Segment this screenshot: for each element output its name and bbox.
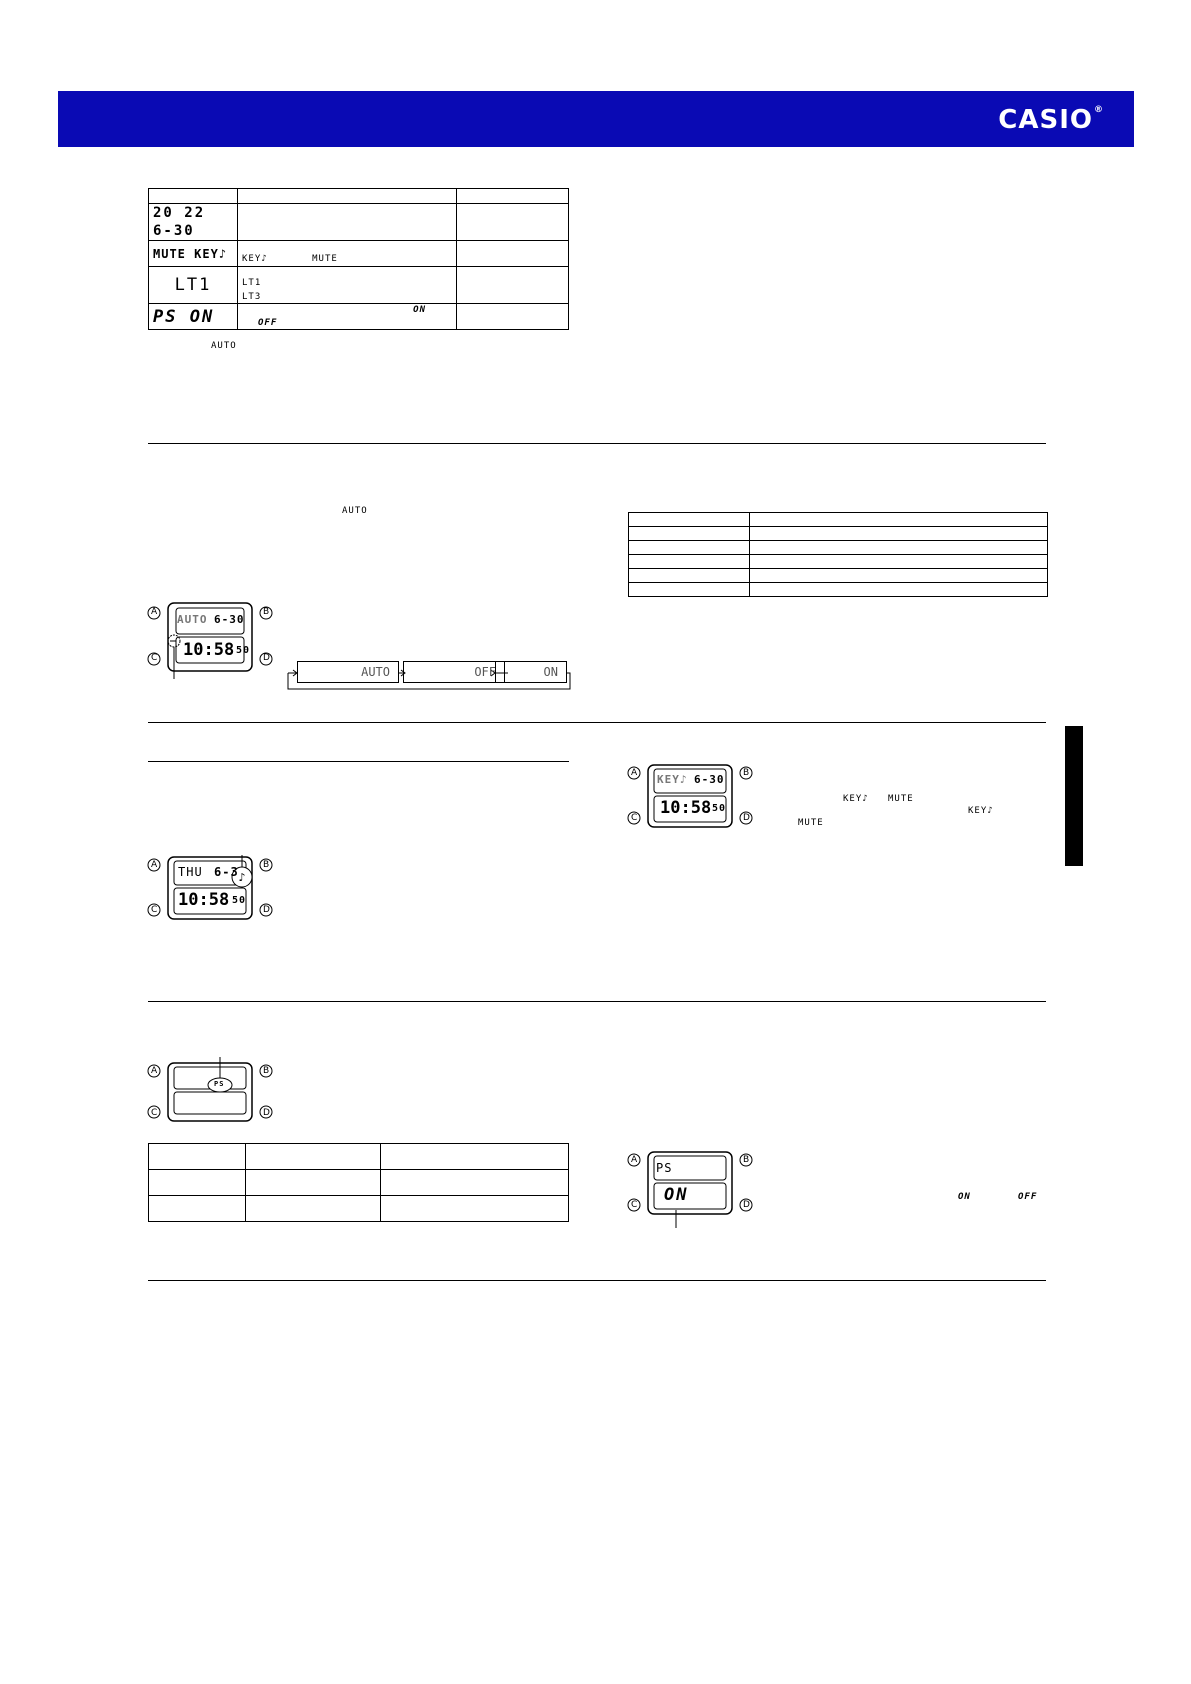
key-tone-inline: KEY♪ (968, 806, 994, 816)
flow-step-auto: AUTO (297, 661, 399, 683)
header-bar (58, 91, 1134, 147)
button-d-label: D (743, 813, 750, 823)
watch-display-top-left: AUTO (177, 613, 208, 626)
button-c-label: C (631, 813, 638, 823)
lcd-mute-key-display: MUTE KEY♪ (153, 246, 228, 261)
key-tone-inline: KEY♪ (843, 794, 869, 804)
button-a-label: A (151, 1066, 158, 1076)
button-d-label: D (743, 1200, 750, 1210)
watch-display-key-tone: KEY♪ (657, 773, 688, 786)
watch-display-top-right: 6-30 (214, 613, 245, 626)
watch-illustration-power-saving (146, 1055, 274, 1125)
watch-display-seconds: 50 (236, 645, 251, 656)
watch-display-ps: PS (656, 1161, 673, 1175)
lcd-light-display: LT1 (174, 275, 212, 295)
mute-inline: MUTE (888, 794, 914, 804)
mute-label: MUTE (312, 254, 338, 264)
button-a-label: A (631, 1155, 638, 1165)
watch-display-seconds: 50 (712, 803, 727, 814)
ps-badge: PS (214, 1080, 225, 1088)
subsection-divider (148, 761, 569, 762)
button-c-label: C (151, 653, 158, 663)
section-divider (148, 1001, 1046, 1002)
button-b-label: B (263, 860, 270, 870)
button-c-label: C (151, 905, 158, 915)
off-label: OFF (258, 318, 278, 328)
section-divider (148, 1280, 1046, 1281)
key-tone-label: KEY♪ (242, 254, 268, 264)
reference-table (628, 512, 1048, 597)
auto-indicator-inline: AUTO (342, 506, 368, 516)
section-divider (148, 722, 1046, 723)
lcd-power-saving-display: PS ON (153, 306, 215, 327)
settings-table (148, 188, 569, 330)
button-b-label: B (743, 1155, 750, 1165)
auto-indicator-note: AUTO (211, 341, 237, 351)
button-d-label: D (263, 905, 270, 915)
side-tab-marker (1065, 726, 1083, 866)
svg-text:♪: ♪ (238, 871, 246, 884)
flow-step-off: OFF (403, 661, 505, 683)
watch-display-date: 6-3 (214, 865, 239, 879)
button-a-label: A (631, 768, 638, 778)
watch-illustration-ps-setting (626, 1150, 754, 1230)
lt3-label: LT3 (242, 292, 262, 302)
button-b-label: B (743, 768, 750, 778)
button-b-label: B (263, 1066, 270, 1076)
on-inline: ON (958, 1192, 971, 1202)
table-row (149, 304, 569, 330)
on-label: ON (413, 305, 426, 315)
section-divider (148, 443, 1046, 444)
casio-logo: CASIO® (998, 105, 1104, 135)
flow-step-on: ON (495, 661, 567, 683)
button-c-label: C (151, 1108, 158, 1118)
lcd-date-display: 20 22 6-30 (153, 205, 206, 239)
off-inline: OFF (1018, 1192, 1038, 1202)
watch-display-day: THU (178, 865, 203, 879)
button-d-label: D (263, 653, 270, 663)
watch-display-date: 6-30 (694, 773, 725, 786)
button-b-label: B (263, 607, 270, 617)
power-saving-table (148, 1143, 569, 1222)
mute-inline: MUTE (798, 818, 824, 828)
table-row (149, 267, 569, 304)
table-row (149, 241, 569, 267)
button-d-label: D (263, 1108, 270, 1118)
watch-display-time: 10:58 (660, 798, 712, 818)
button-c-label: C (631, 1200, 638, 1210)
watch-display-on: ON (664, 1185, 689, 1205)
lt1-label: LT1 (242, 278, 262, 288)
watch-display-time: 10:58 (178, 890, 230, 910)
watch-display-time: 10:58 (183, 640, 235, 660)
button-a-label: A (151, 860, 158, 870)
button-a-label: A (151, 607, 158, 617)
table-row (149, 204, 569, 241)
watch-display-seconds: 50 (232, 895, 247, 906)
